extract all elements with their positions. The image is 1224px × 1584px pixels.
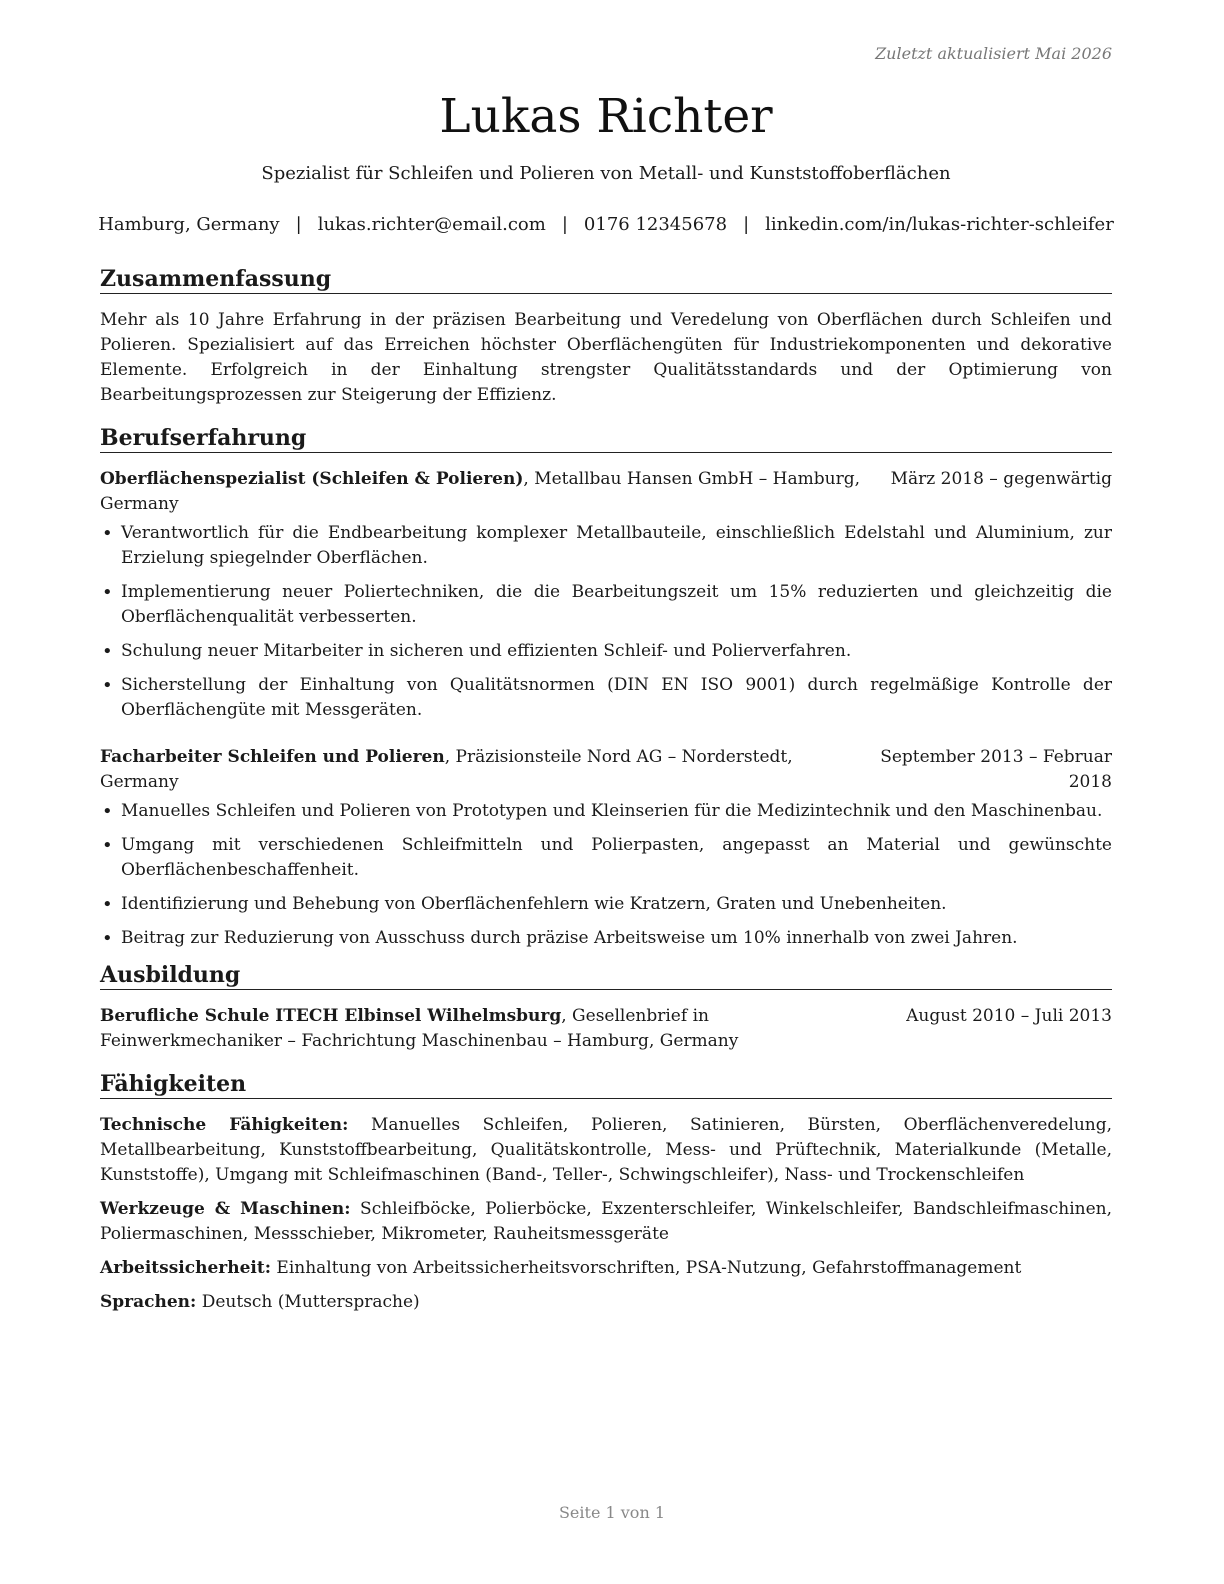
- job-entry: [100, 467, 1112, 723]
- job-bullets: [100, 521, 1112, 723]
- job-bullet: • Identifizierung und Behebung von Oberflächenfehlern wie Kratzern, Graten und Unebenheiten.: [100, 892, 1112, 917]
- job-entry: [100, 745, 1112, 951]
- job-bullet: • Manuelles Schleifen und Polieren von Prototypen und Kleinserien für die Medizintechnik und den Maschinenbau.: [100, 799, 1112, 824]
- job-bullet: • Schulung neuer Mitarbeiter in sicheren und effizienten Schleif- und Polierverfahren.: [100, 639, 1112, 664]
- skill-group: [100, 1113, 1112, 1188]
- section-title-skills: Fähigkeiten: [100, 1070, 1112, 1099]
- skill-label: Technische Fähigkeiten:: [100, 1115, 349, 1135]
- job-role: Oberflächenspezialist (Schleifen & Polieren): [100, 469, 524, 489]
- education-detail: , Gesellenbrief in Feinwerkmechaniker – Fachrichtung Maschinenbau – Hamburg, Germany: [100, 1006, 739, 1051]
- job-dates: September 2013 – Februar 2018: [880, 747, 1112, 792]
- contact-phone: 0176 12345678: [583, 214, 728, 235]
- education-school: Berufliche Schule ITECH Elbinsel Wilhelmsburg: [100, 1006, 562, 1026]
- skill-text: Einhaltung von Arbeitssicherheitsvorschriften, PSA-Nutzung, Gefahrstoffmanagement: [276, 1258, 1022, 1278]
- job-role: Facharbeiter Schleifen und Polieren: [100, 747, 445, 767]
- contact-line: [100, 213, 1112, 237]
- contact-separator: |: [743, 214, 750, 235]
- job-company: , Präzisionsteile Nord AG – Norderstedt, Germany: [100, 747, 793, 792]
- page-number: Seite 1 von 1: [558, 1503, 666, 1522]
- job-bullet: • Beitrag zur Reduzierung von Ausschuss durch präzise Arbeitsweise um 10% innerhalb von zwei Jahren.: [100, 926, 1112, 951]
- contact-email[interactable]: lukas.richter@email.com: [317, 214, 546, 235]
- job-header: [100, 745, 1112, 795]
- candidate-tagline: Spezialist für Schleifen und Polieren von Metall- und Kunststoffoberflächen: [261, 163, 951, 184]
- job-bullet: • Implementierung neuer Poliertechniken, die die Bearbeitungszeit um 15% reduzierten und gleichzeitig die Oberflächenqualität verbesserten.: [100, 580, 1112, 630]
- skill-label: Werkzeuge & Maschinen:: [100, 1199, 351, 1219]
- job-company: , Metallbau Hansen GmbH – Hamburg, Germany: [100, 469, 860, 514]
- resume-page: [100, 86, 1112, 1324]
- summary-text: Mehr als 10 Jahre Erfahrung in der präzisen Bearbeitung und Veredelung von Oberflächen durch Schleifen und Polieren. Spezialisiert auf das Erreichen höchster Oberflächengüten für Industriekomponenten und dekorative Elemente. Erfolgreich in der Einhaltung strengster Qualitätsstandards und der Optimierung von Bearbeitungsprozessen zur Steigerung der Effizienz.: [100, 310, 1112, 405]
- experience-section: [100, 424, 1112, 951]
- summary-section: [100, 265, 1112, 408]
- skills-section: [100, 1070, 1112, 1315]
- contact-location: Hamburg, Germany: [98, 214, 280, 235]
- contact-separator: |: [561, 214, 568, 235]
- skill-text: Manuelles Schleifen, Polieren, Satinieren, Bürsten, Oberflächenveredelung, Metallbearbeitung, Kunststoffbearbeitung, Qualitätskontrolle, Mess- und Prüftechnik, Materialkunde (Metalle, Kunststoffe), Umgang mit Schleifmaschinen (Band-, Teller-, Schwingschleifer), Nass- und Trockenschleifen: [100, 1115, 1112, 1185]
- section-title-experience: Berufserfahrung: [100, 424, 1112, 453]
- skill-group: [100, 1197, 1112, 1247]
- section-title-education: Ausbildung: [100, 961, 1112, 990]
- job-bullets: [100, 799, 1112, 951]
- contact-separator: |: [295, 214, 302, 235]
- candidate-name: Lukas Richter: [439, 89, 773, 144]
- skills-list: [100, 1113, 1112, 1315]
- contact-linkedin[interactable]: linkedin.com/in/lukas-richter-schleifer: [765, 214, 1114, 235]
- last-updated-note: Zuletzt aktualisiert Mai 2026: [875, 44, 1112, 63]
- section-title-summary: Zusammenfassung: [100, 265, 1112, 294]
- education-section: [100, 961, 1112, 1054]
- skill-group: [100, 1256, 1112, 1281]
- job-header: [100, 467, 1112, 517]
- job-dates: März 2018 – gegenwärtig: [890, 469, 1112, 489]
- skill-label: Arbeitssicherheit:: [100, 1258, 272, 1278]
- skill-text: Schleifböcke, Polierböcke, Exzenterschleifer, Winkelschleifer, Bandschleifmaschinen, Poliermaschinen, Messschieber, Mikrometer, Rauheitsmessgeräte: [100, 1199, 1112, 1244]
- skill-group: [100, 1290, 1112, 1315]
- education-entry: [100, 1004, 1112, 1054]
- job-bullet: • Umgang mit verschiedenen Schleifmitteln und Polierpasten, angepasst an Material und gewünschte Oberflächenbeschaffenheit.: [100, 833, 1112, 883]
- education-dates: August 2010 – Juli 2013: [906, 1006, 1112, 1026]
- skill-label: Sprachen:: [100, 1292, 197, 1312]
- job-bullet: • Verantwortlich für die Endbearbeitung komplexer Metallbauteile, einschließlich Edelstahl und Aluminium, zur Erzielung spiegelnder Oberflächen.: [100, 521, 1112, 571]
- skill-text: Deutsch (Muttersprache): [201, 1292, 420, 1312]
- job-bullet: • Sicherstellung der Einhaltung von Qualitätsnormen (DIN EN ISO 9001) durch regelmäßige Kontrolle der Oberflächengüte mit Messgeräten.: [100, 673, 1112, 723]
